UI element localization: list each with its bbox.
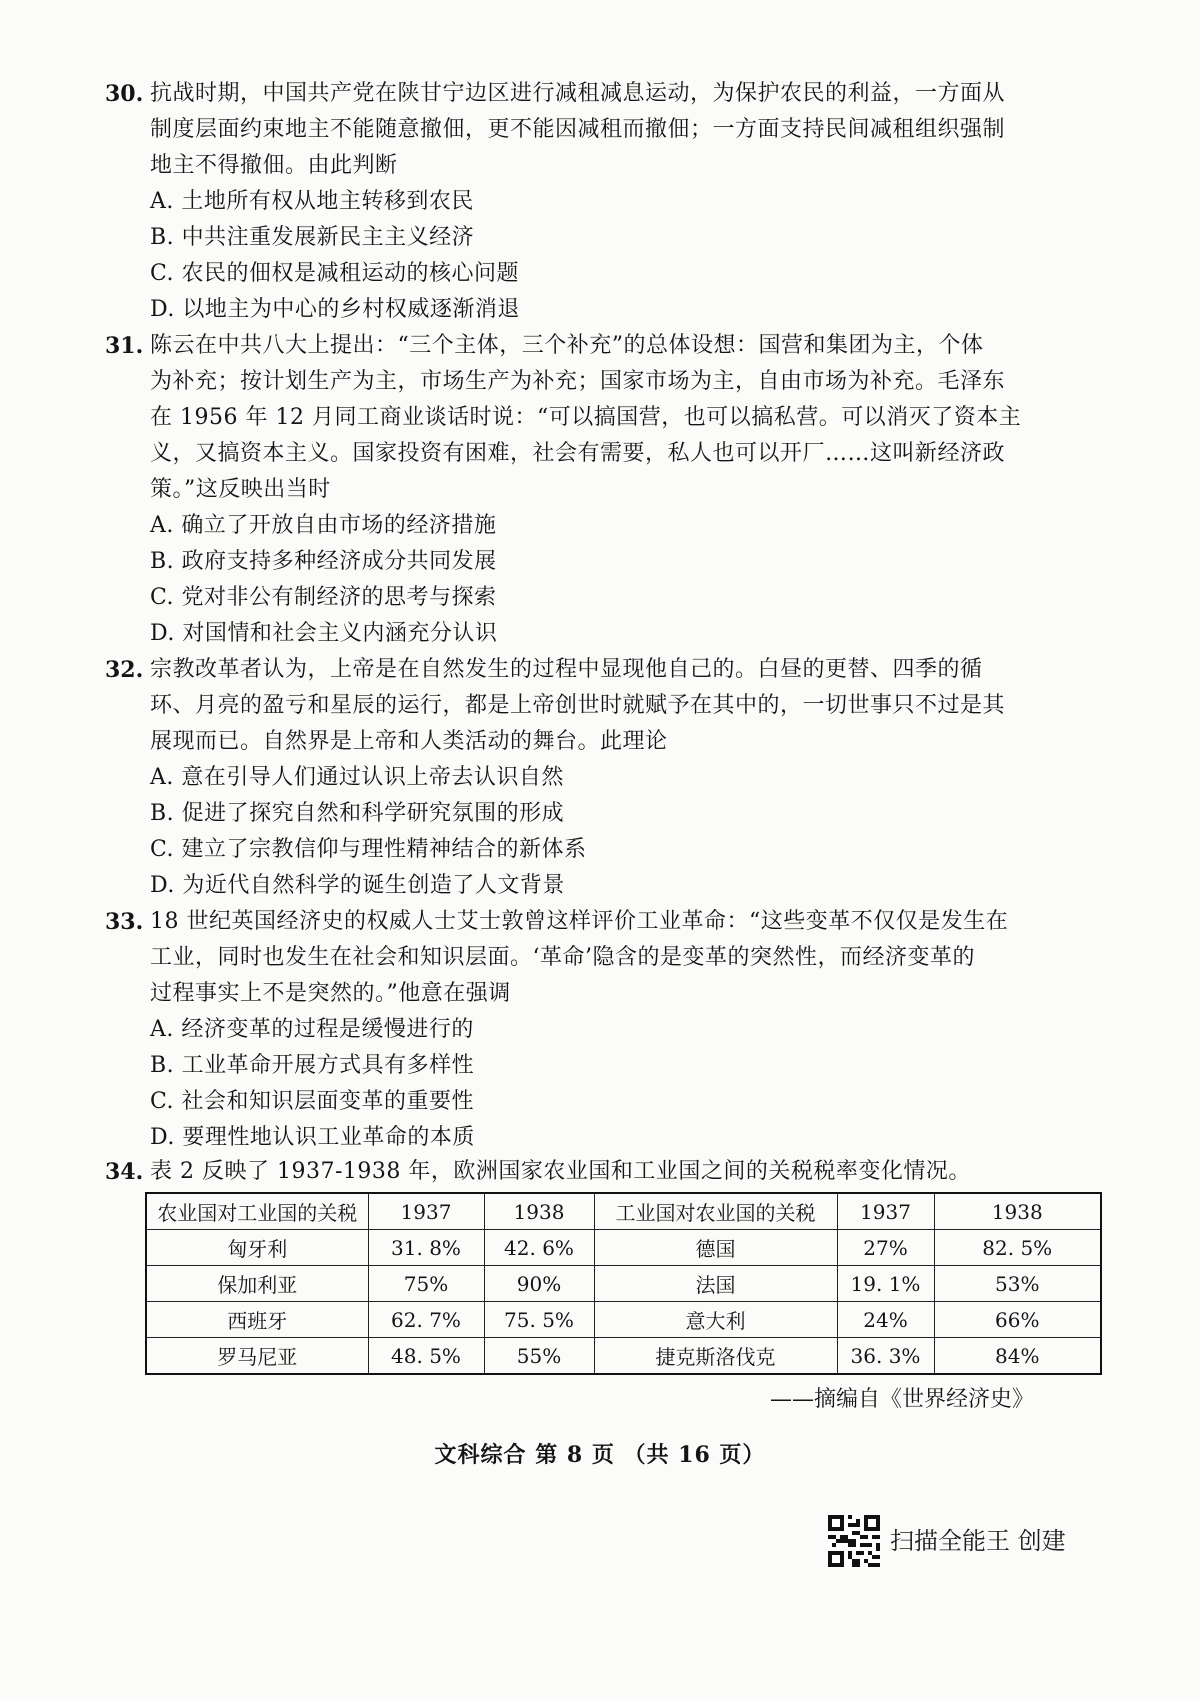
question-stem-line: 抗战时期，中国共产党在陕甘宁边区进行减租减息运动，为保护农民的利益，一方面从 — [150, 81, 1006, 106]
option-c: C. 农民的佃权是减租运动的核心问题 — [150, 261, 520, 286]
table-cell: 匈牙利 — [146, 1230, 368, 1266]
table-cell: 75% — [368, 1266, 484, 1302]
option-c: C. 建立了宗教信仰与理性精神结合的新体系 — [150, 837, 587, 862]
option-d: D. 要理性地认识工业革命的本质 — [150, 1125, 475, 1150]
table-source: ——摘编自《世界经济史》 — [770, 1387, 1035, 1412]
question-number: 32. — [105, 657, 144, 683]
option-d: D. 为近代自然科学的诞生创造了人文背景 — [150, 873, 565, 898]
table-cell: 82. 5% — [934, 1230, 1101, 1266]
table-cell: 55% — [484, 1338, 594, 1375]
question-stem-line: 在 1956 年 12 月同工商业谈话时说：“可以搞国营，也可以搞私营。可以消灭了资本主 — [150, 405, 1022, 430]
question-stem-line: 环、月亮的盈亏和星辰的运行，都是上帝创世时就赋予在其中的，一切世事只不过是其 — [150, 693, 1006, 718]
table-cell: 捷克斯洛伐克 — [594, 1338, 837, 1375]
table-cell: 36. 3% — [837, 1338, 934, 1375]
option-b: B. 中共注重发展新民主主义经济 — [150, 225, 475, 250]
question-number: 31. — [105, 333, 144, 359]
question-stem-line: 过程事实上不是突然的。”他意在强调 — [150, 981, 511, 1006]
question-stem-line: 义，又搞资本主义。国家投资有困难，社会有需要，私人也可以开厂……这叫新经济政 — [150, 441, 1006, 466]
table-header-cell: 工业国对农业国的关税 — [594, 1193, 837, 1230]
table-header-cell: 1938 — [934, 1193, 1101, 1230]
table-cell: 意大利 — [594, 1302, 837, 1338]
option-b: B. 政府支持多种经济成分共同发展 — [150, 549, 497, 574]
question-number: 34. — [105, 1159, 144, 1185]
question-stem-line: 制度层面约束地主不能随意撤佃，更不能因减租而撤佃；一方面支持民间减租组织强制 — [150, 117, 1006, 142]
table-cell: 31. 8% — [368, 1230, 484, 1266]
question-stem-line: 为补充；按计划生产为主，市场生产为补充；国家市场为主，自由市场为补充。毛泽东 — [150, 369, 1006, 394]
question-stem-line: 宗教改革者认为，上帝是在自然发生的过程中显现他自己的。白昼的更替、四季的循 — [150, 657, 983, 682]
option-c: C. 社会和知识层面变革的重要性 — [150, 1089, 475, 1114]
qr-code-icon — [828, 1515, 880, 1567]
table-cell: 西班牙 — [146, 1302, 368, 1338]
table-header-cell: 1937 — [837, 1193, 934, 1230]
table-row — [146, 1230, 1101, 1266]
option-b: B. 促进了探究自然和科学研究氛围的形成 — [150, 801, 565, 826]
table-cell: 84% — [934, 1338, 1101, 1375]
question-stem-line: 表 2 反映了 1937-1938 年，欧洲国家农业国和工业国之间的关税税率变化情况。 — [150, 1159, 971, 1184]
option-b: B. 工业革命开展方式具有多样性 — [150, 1053, 475, 1078]
table-header-cell: 1937 — [368, 1193, 484, 1230]
option-c: C. 党对非公有制经济的思考与探索 — [150, 585, 497, 610]
question-stem-line: 工业，同时也发生在社会和知识层面。‘革命’隐含的是变革的突然性，而经济变革的 — [150, 945, 975, 970]
table-cell: 19. 1% — [837, 1266, 934, 1302]
table-row — [146, 1302, 1101, 1338]
question-number: 30. — [105, 81, 144, 107]
table-cell: 27% — [837, 1230, 934, 1266]
page-footer: 文科综合 第 8 页 （共 16 页） — [434, 1442, 766, 1468]
option-d: D. 以地主为中心的乡村权威逐渐消退 — [150, 297, 520, 322]
table-cell: 66% — [934, 1302, 1101, 1338]
question-stem-line: 18 世纪英国经济史的权威人士艾士敦曾这样评价工业革命：“这些变革不仅仅是发生在 — [150, 909, 1009, 934]
table-cell: 42. 6% — [484, 1230, 594, 1266]
option-a: A. 意在引导人们通过认识上帝去认识自然 — [150, 765, 564, 790]
question-stem-line: 策。”这反映出当时 — [150, 477, 331, 502]
table-cell: 48. 5% — [368, 1338, 484, 1375]
option-d: D. 对国情和社会主义内涵充分认识 — [150, 621, 498, 646]
table-header-cell: 1938 — [484, 1193, 594, 1230]
question-number: 33. — [105, 909, 144, 935]
scanner-watermark: 扫描全能王 创建 — [890, 1527, 1066, 1555]
table-header-row — [146, 1193, 1101, 1230]
table-row — [146, 1266, 1101, 1302]
table-cell: 75. 5% — [484, 1302, 594, 1338]
table-cell: 罗马尼亚 — [146, 1338, 368, 1375]
table-cell: 53% — [934, 1266, 1101, 1302]
table-header-cell: 农业国对工业国的关税 — [146, 1193, 368, 1230]
option-a: A. 经济变革的过程是缓慢进行的 — [150, 1017, 474, 1042]
question-stem-line: 展现而已。自然界是上帝和人类活动的舞台。此理论 — [150, 729, 668, 754]
option-a: A. 土地所有权从地主转移到农民 — [150, 189, 474, 214]
table-cell: 24% — [837, 1302, 934, 1338]
table-cell: 保加利亚 — [146, 1266, 368, 1302]
table-row — [146, 1338, 1101, 1375]
question-stem-line: 地主不得撤佃。由此判断 — [150, 153, 398, 178]
table-cell: 90% — [484, 1266, 594, 1302]
tariff-table — [145, 1192, 1102, 1375]
question-stem-line: 陈云在中共八大上提出：“三个主体，三个补充”的总体设想：国营和集团为主，个体 — [150, 333, 984, 358]
table-cell: 德国 — [594, 1230, 837, 1266]
option-a: A. 确立了开放自由市场的经济措施 — [150, 513, 497, 538]
table-cell: 62. 7% — [368, 1302, 484, 1338]
table-cell: 法国 — [594, 1266, 837, 1302]
